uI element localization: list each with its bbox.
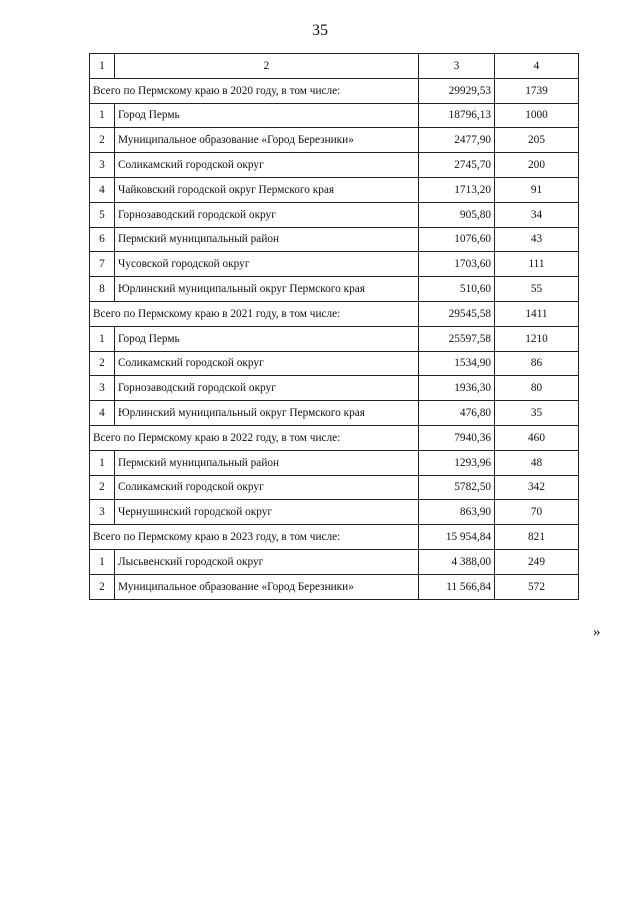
row-count: 34	[495, 202, 579, 227]
row-number: 3	[90, 500, 115, 525]
municipality-name: Пермский муниципальный район	[115, 450, 419, 475]
municipality-name: Чернушинский городской округ	[115, 500, 419, 525]
total-label: Всего по Пермскому краю в 2020 году, в том числе:	[90, 78, 419, 103]
total-sum: 29929,53	[419, 78, 495, 103]
row-number: 1	[90, 103, 115, 128]
row-number: 2	[90, 475, 115, 500]
total-label: Всего по Пермскому краю в 2021 году, в том числе:	[90, 301, 419, 326]
row-sum: 1293,96	[419, 450, 495, 475]
row-sum: 1703,60	[419, 252, 495, 277]
row-number: 8	[90, 277, 115, 302]
total-row	[90, 78, 579, 103]
table-row	[90, 227, 579, 252]
municipality-name: Горнозаводский городской округ	[115, 376, 419, 401]
row-number: 4	[90, 401, 115, 426]
table-row	[90, 128, 579, 153]
table-row	[90, 475, 579, 500]
row-count: 111	[495, 252, 579, 277]
row-count: 572	[495, 574, 579, 599]
total-count: 460	[495, 425, 579, 450]
municipality-name: Чайковский городской округ Пермского края	[115, 177, 419, 202]
total-sum: 7940,36	[419, 425, 495, 450]
table-row	[90, 326, 579, 351]
row-number: 2	[90, 128, 115, 153]
total-row	[90, 301, 579, 326]
table-row	[90, 376, 579, 401]
municipality-name: Муниципальное образование «Город Березники»	[115, 128, 419, 153]
row-number: 7	[90, 252, 115, 277]
municipality-name: Юрлинский муниципальный округ Пермского края	[115, 401, 419, 426]
municipality-name: Соликамский городской округ	[115, 153, 419, 178]
row-number: 4	[90, 177, 115, 202]
row-count: 205	[495, 128, 579, 153]
row-sum: 510,60	[419, 277, 495, 302]
table-row	[90, 177, 579, 202]
total-row	[90, 525, 579, 550]
row-sum: 1534,90	[419, 351, 495, 376]
municipality-name: Юрлинский муниципальный округ Пермского края	[115, 277, 419, 302]
row-count: 1000	[495, 103, 579, 128]
row-count: 200	[495, 153, 579, 178]
row-count: 35	[495, 401, 579, 426]
table-row	[90, 500, 579, 525]
row-count: 86	[495, 351, 579, 376]
row-number: 3	[90, 376, 115, 401]
table-row	[90, 351, 579, 376]
row-number: 2	[90, 351, 115, 376]
table-row	[90, 103, 579, 128]
total-sum: 15 954,84	[419, 525, 495, 550]
municipality-name: Лысьвенский городской округ	[115, 549, 419, 574]
table-row	[90, 252, 579, 277]
table-row	[90, 574, 579, 599]
row-sum: 1713,20	[419, 177, 495, 202]
row-sum: 1076,60	[419, 227, 495, 252]
column-number-3: 3	[419, 54, 495, 79]
table-row	[90, 401, 579, 426]
row-count: 48	[495, 450, 579, 475]
row-count: 91	[495, 177, 579, 202]
row-count: 342	[495, 475, 579, 500]
row-number: 3	[90, 153, 115, 178]
municipality-name: Горнозаводский городской округ	[115, 202, 419, 227]
table-row	[90, 277, 579, 302]
total-label: Всего по Пермскому краю в 2022 году, в том числе:	[90, 425, 419, 450]
row-number: 5	[90, 202, 115, 227]
total-label: Всего по Пермскому краю в 2023 году, в том числе:	[90, 525, 419, 550]
row-number: 1	[90, 326, 115, 351]
column-number-4: 4	[495, 54, 579, 79]
row-count: 70	[495, 500, 579, 525]
table-row	[90, 549, 579, 574]
row-sum: 2477,90	[419, 128, 495, 153]
total-sum: 29545,58	[419, 301, 495, 326]
table-row	[90, 202, 579, 227]
column-number-1: 1	[90, 54, 115, 79]
municipality-name: Соликамский городской округ	[115, 351, 419, 376]
total-count: 1411	[495, 301, 579, 326]
municipality-name: Город Пермь	[115, 326, 419, 351]
total-row	[90, 425, 579, 450]
table-body	[90, 54, 579, 600]
row-sum: 4 388,00	[419, 549, 495, 574]
row-count: 43	[495, 227, 579, 252]
row-sum: 18796,13	[419, 103, 495, 128]
row-number: 6	[90, 227, 115, 252]
row-number: 1	[90, 549, 115, 574]
table-row	[90, 450, 579, 475]
row-count: 80	[495, 376, 579, 401]
total-count: 821	[495, 525, 579, 550]
table-row	[90, 153, 579, 178]
column-number-2: 2	[115, 54, 419, 79]
row-number: 2	[90, 574, 115, 599]
page-number: 35	[312, 22, 328, 39]
municipality-name: Муниципальное образование «Город Березники»	[115, 574, 419, 599]
row-sum: 1936,30	[419, 376, 495, 401]
municipality-name: Чусовской городской округ	[115, 252, 419, 277]
municipality-name: Пермский муниципальный район	[115, 227, 419, 252]
row-count: 1210	[495, 326, 579, 351]
closing-quote: »	[593, 624, 601, 640]
row-number: 1	[90, 450, 115, 475]
row-count: 249	[495, 549, 579, 574]
table-header-row	[90, 54, 579, 79]
row-sum: 5782,50	[419, 475, 495, 500]
row-sum: 476,80	[419, 401, 495, 426]
municipality-name: Город Пермь	[115, 103, 419, 128]
distribution-table	[89, 53, 579, 600]
row-sum: 11 566,84	[419, 574, 495, 599]
municipality-name: Соликамский городской округ	[115, 475, 419, 500]
row-sum: 25597,58	[419, 326, 495, 351]
total-count: 1739	[495, 78, 579, 103]
row-sum: 905,80	[419, 202, 495, 227]
row-sum: 863,90	[419, 500, 495, 525]
row-sum: 2745,70	[419, 153, 495, 178]
row-count: 55	[495, 277, 579, 302]
